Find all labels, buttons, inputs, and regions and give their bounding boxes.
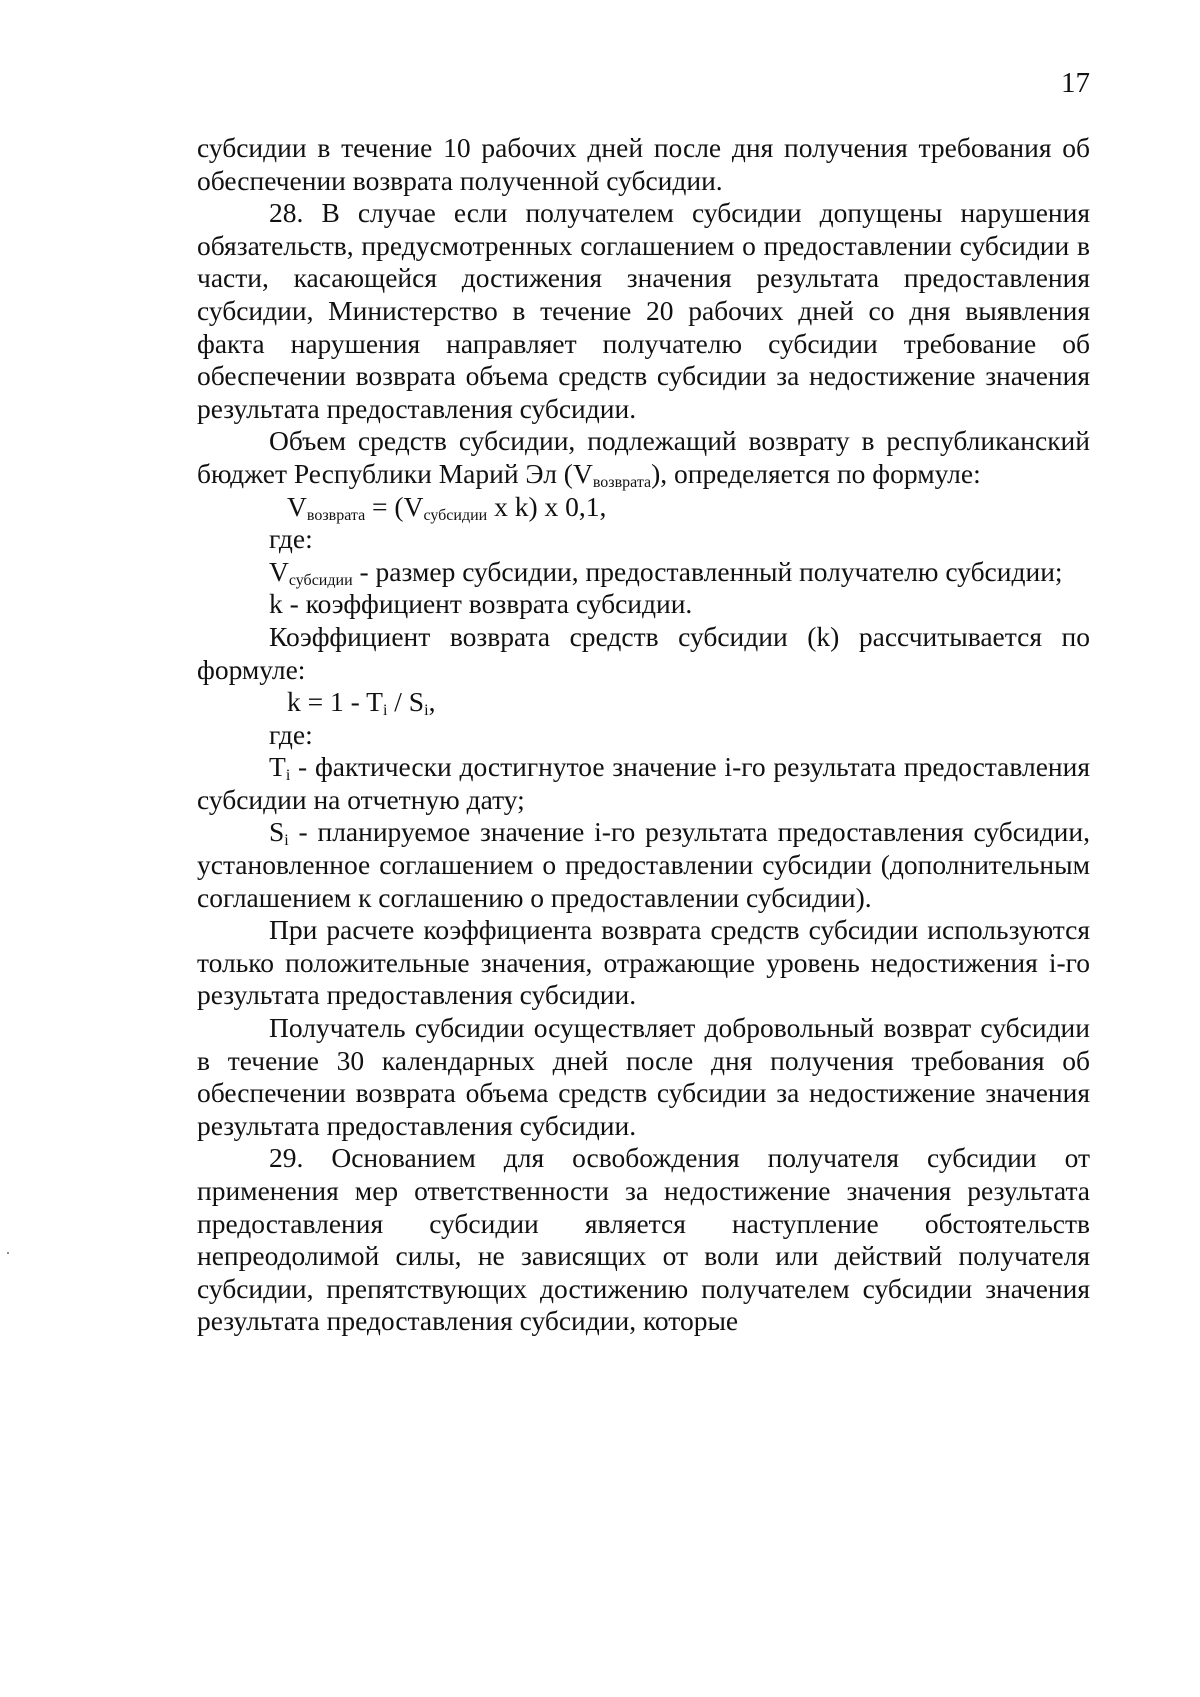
def-v-symbol: V	[269, 555, 289, 587]
scan-speck	[7, 1252, 9, 1254]
paragraph-coefficient: Коэффициент возврата средств субсидии (k) рассчитывается по формуле:	[197, 620, 1090, 685]
formula2-part-a: k = 1 - T	[287, 686, 383, 718]
paragraph-voluntary-refund: Получатель субсидии осуществляет добровольный возврат субсидии в течение 30 календарных дней после дня получения требования об обеспечении возврата объема средств субсидии за недостижение значения результата предоставления субсидии.	[197, 1012, 1090, 1141]
formula1-v: V	[287, 490, 307, 522]
formula1-mid: = (V	[365, 490, 424, 522]
page-number: 17	[1061, 67, 1090, 99]
formula2-sub-s: i	[424, 702, 429, 720]
def-s-text: - планируемое значение i-го результата предоставления субсидии, установленное соглашением о предоставлении субсидии (дополнительным соглашением к соглашению о предоставлении субсидии).	[197, 816, 1090, 913]
where-label-1: где:	[269, 523, 313, 555]
paragraph-28: 28. В случае если получателем субсидии допущены нарушения обязательств, предусмотренных соглашением о предоставлении субсидии в части, касающейся достижения значения результата предоставления субсидии, Министерство в течение 20 рабочих дней со дня выявления факта нарушения направляет получателю субсидии требование об обеспечении возврата объема средств субсидии за недостижение значения результата предоставления субсидии.	[197, 197, 1090, 424]
paragraph-refund-volume	[197, 425, 1090, 490]
formula2-sub-t: i	[382, 702, 388, 720]
formula2-part-b: / S	[387, 686, 425, 718]
def-v-subscript: субсидии	[288, 571, 353, 589]
document-body	[197, 132, 1090, 1338]
formula1-sub-subsidy: субсидии	[423, 506, 488, 524]
definition-t	[197, 751, 1090, 816]
definition-k: k - коэффициент возврата субсидии.	[269, 588, 693, 620]
def-v-text: - размер субсидии, предоставленный получателю субсидии;	[352, 555, 1063, 587]
refund-volume-text-start: Объем средств субсидии, подлежащий возврату в республиканский бюджет Республики Марий Эл (V	[197, 425, 1090, 489]
paragraph-positive-values: При расчете коэффициента возврата средств субсидии используются только положительные значения, отражающие уровень недостижения i-го результата предоставления субсидии.	[197, 914, 1090, 1011]
refund-volume-subscript: возврата	[592, 473, 652, 491]
where-label-2: где:	[269, 718, 313, 750]
definition-v-subsidy	[197, 556, 1090, 589]
paragraph-continuation: субсидии в течение 10 рабочих дней после дня получения требования об обеспечении возврата полученной субсидии.	[197, 132, 1090, 196]
formula1-end: x k) x 0,1,	[487, 490, 607, 522]
def-s-subscript: i	[284, 832, 289, 850]
formula1-sub-refund: возврата	[306, 506, 366, 524]
def-t-symbol: T	[269, 751, 286, 783]
def-s-symbol: S	[269, 816, 285, 848]
formula2-part-c: ,	[428, 686, 436, 718]
paragraph-29: 29. Основанием для освобождения получателя субсидии от применения мер ответственности за недостижение значения результата предоставления субсидии является наступление обстоятельств непреодолимой силы, не зависящих от воли или действий получателя субсидии, препятствующих достижению получателем субсидии значения результата предоставления субсидии, которые	[197, 1142, 1090, 1337]
def-t-text: - фактически достигнутое значение i-го результата предоставления субсидии на отчетную дату;	[197, 751, 1090, 815]
coefficient-formula	[197, 686, 1090, 719]
definition-s	[197, 816, 1090, 914]
refund-formula	[197, 491, 1090, 524]
refund-volume-text-end: ), определяется по формуле:	[651, 457, 981, 489]
def-t-subscript: i	[285, 767, 291, 785]
